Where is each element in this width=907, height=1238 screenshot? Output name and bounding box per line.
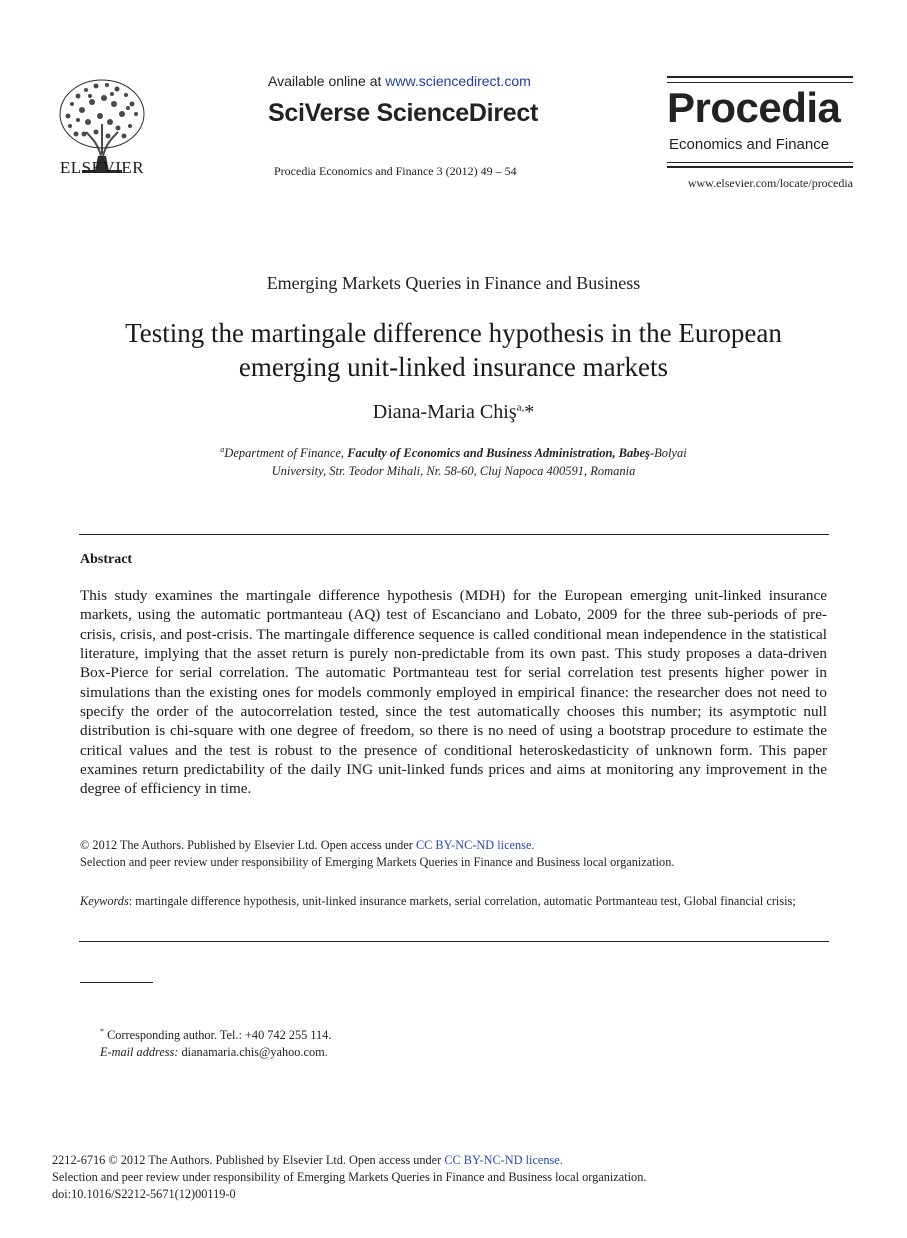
affiliation xyxy=(0,441,907,480)
title-line-1: Testing the martingale difference hypothesis in the European xyxy=(125,318,782,348)
affil-part2: Faculty of Economics and Business Administration, Babeş xyxy=(347,446,650,461)
divider xyxy=(79,941,829,942)
elsevier-wordmark: ELSEVIER xyxy=(59,158,145,177)
email-address[interactable]: dianamaria.chis@yahoo.com. xyxy=(178,1045,328,1060)
footnote xyxy=(100,1023,700,1061)
sciencedirect-link[interactable]: www.sciencedirect.com xyxy=(385,73,531,89)
author-affil-mark: a, xyxy=(516,401,525,414)
journal-brand: Procedia xyxy=(667,84,841,131)
paper-title xyxy=(60,316,847,384)
copyright-prefix: © 2012 The Authors. Published by Elsevier Ltd. Open access under xyxy=(80,838,416,852)
corresponding-author: Corresponding author. Tel.: +40 742 255 114. xyxy=(104,1028,332,1043)
abstract-text: This study examines the martingale difference hypothesis (MDH) for the European emerging unit-linked insurance markets, using the automatic portmanteau (AQ) test of Escanciano and Lobato, 2009 for the three sub-periods of pre-crisis, crisis, and post-crisis. The martingale difference sequence is called conditional mean independence in the statistical literature, implying that the asset return is purely non-predictable from its own past. This study proposes a data-driven Box-Pierce for serial correlation. The automatic Portmanteau test for serial correlation test presents higher power in simulations than the existing ones for models commonly employed in empirical finance: the researcher does not need to specify the order of the autocorrelation tested, since the test automatically chooses this number; its asymptotic null distribution is chi-square with one degree of freedom, so there is no need of using a bootstrap procedure to estimate the critical values and the test is robust to the presence of conditional heteroskedasticity of unknown form. This paper examines return predictability of the daily ING unit-linked funds prices and aims at monitoring any improvement in the degree of efficiency in time. xyxy=(80,587,827,798)
email-label: E-mail address: xyxy=(100,1045,179,1060)
divider xyxy=(79,534,829,535)
brand-rule xyxy=(667,82,853,83)
affil-part3: -Bolyai xyxy=(649,446,687,461)
available-prefix: Available online at xyxy=(268,73,386,89)
keywords-text: : martingale difference hypothesis, unit-linked insurance markets, serial correlation, automatic Portmanteau test, Global financial crisis; xyxy=(128,894,796,908)
keywords-label: Keywords xyxy=(80,894,129,908)
title-line-2: emerging unit-linked insurance markets xyxy=(238,352,669,382)
keywords-block xyxy=(80,893,827,910)
bottom-imprint xyxy=(52,1152,852,1203)
author-star: * xyxy=(524,401,535,423)
abstract-heading: Abstract xyxy=(80,552,133,567)
brand-rule xyxy=(667,166,853,168)
affil-line2: University, Str. Teodor Mihali, Nr. 58-60, Cluj Napoca 400591, Romania xyxy=(271,464,636,479)
conference-name: Emerging Markets Queries in Finance and Business xyxy=(266,273,641,293)
bottom-line2: Selection and peer review under responsibility of Emerging Markets Queries in Finance and Business local organization. xyxy=(52,1170,647,1184)
brand-rule xyxy=(667,162,853,163)
journal-url[interactable]: www.elsevier.com/locate/procedia xyxy=(687,176,853,190)
journal-brand-sub: Economics and Finance xyxy=(669,136,830,153)
bottom-license-link[interactable]: CC BY-NC-ND license. xyxy=(444,1153,563,1167)
doi[interactable]: doi:10.1016/S2212-5671(12)00119-0 xyxy=(52,1187,236,1201)
license-link[interactable]: CC BY-NC-ND license. xyxy=(415,838,535,852)
affil-part1: Department of Finance, xyxy=(224,446,348,461)
author-name: Diana-Maria Chiş xyxy=(372,401,517,423)
copyright-line2: Selection and peer review under responsibility of Emerging Markets Queries in Finance and Business local organization. xyxy=(80,855,675,869)
copyright-block xyxy=(80,837,827,871)
platform-name: SciVerse ScienceDirect xyxy=(268,99,538,127)
footnote-rule xyxy=(80,982,153,983)
footnote-mark: * xyxy=(100,1027,104,1036)
journal-citation: Procedia Economics and Finance 3 (2012) 49 – 54 xyxy=(274,164,517,178)
author-line xyxy=(0,401,907,424)
affil-mark: a xyxy=(220,445,225,454)
available-online xyxy=(268,73,531,89)
brand-rule xyxy=(667,76,853,78)
issn-prefix: 2212-6716 © 2012 The Authors. Published by Elsevier Ltd. Open access under xyxy=(52,1153,445,1167)
